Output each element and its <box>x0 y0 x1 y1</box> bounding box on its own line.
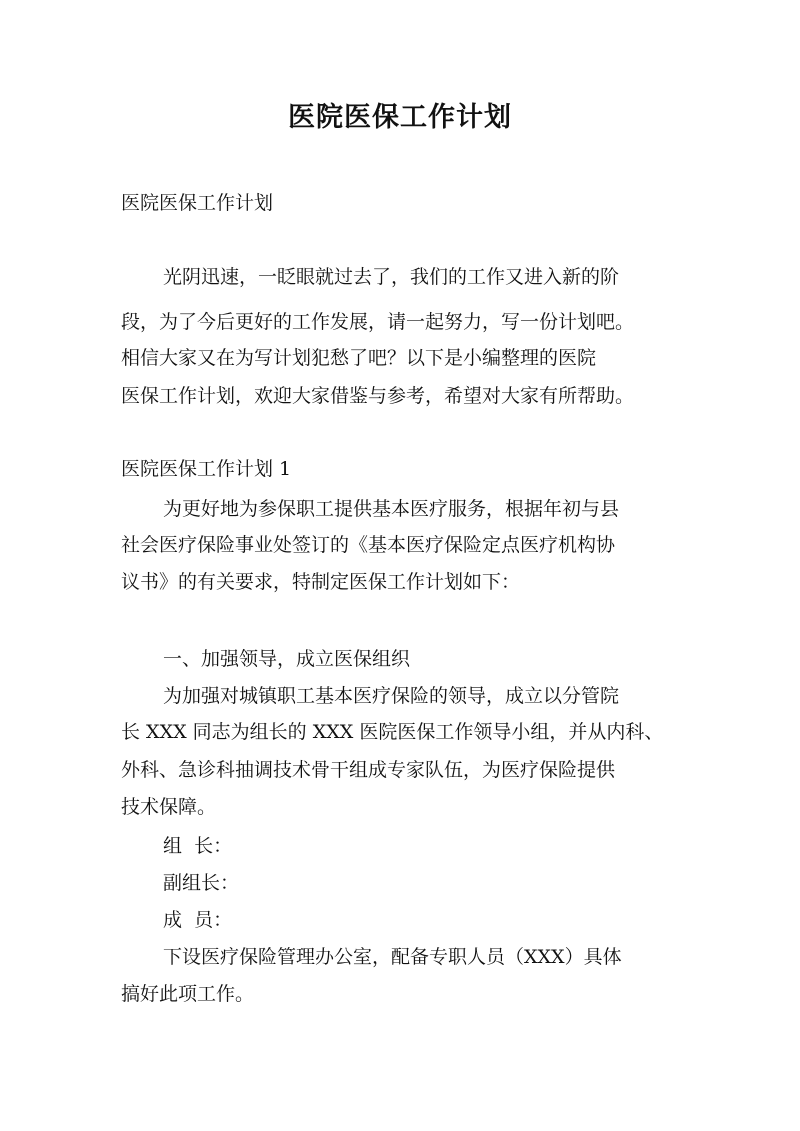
section-heading: 医院医保工作计划 1 <box>121 458 292 480</box>
item1-para-line-4: 技术保障。 <box>121 796 217 818</box>
item1-heading: 一、加强领导，成立医保组织 <box>163 648 411 670</box>
role-deputy-leader: 副组长： <box>163 872 240 894</box>
intro-line-2: 段，为了今后更好的工作发展，请一起努力，写一份计划吧。 <box>121 311 635 333</box>
role-leader: 组 长： <box>163 835 233 857</box>
intro-line-3: 相信大家又在为写计划犯愁了吧？以下是小编整理的医院 <box>121 347 597 369</box>
item1-para-line-3: 外科、急诊科抽调技术骨干组成专家队伍，为医疗保险提供 <box>121 759 616 781</box>
office-para-line-2: 搞好此项工作。 <box>121 983 255 1005</box>
item1-para-line-2: 长 XXX 同志为组长的 XXX 医院医保工作领导小组，并从内科、 <box>121 721 664 743</box>
section-para-line-2: 社会医疗保险事业处签订的《基本医疗保险定点医疗机构协 <box>121 534 616 556</box>
section-para-line-1: 为更好地为参保职工提供基本医疗服务，根据年初与县 <box>163 498 620 520</box>
document-title: 医院医保工作计划 <box>288 102 512 133</box>
document-subtitle: 医院医保工作计划 <box>121 192 274 214</box>
intro-line-1: 光阴迅速，一眨眼就过去了，我们的工作又进入新的阶 <box>163 266 620 288</box>
role-members: 成 员： <box>163 909 233 931</box>
section-para-line-3: 议书》的有关要求，特制定医保工作计划如下： <box>121 571 521 593</box>
intro-line-4: 医保工作计划，欢迎大家借鉴与参考，希望对大家有所帮助。 <box>121 385 635 407</box>
office-para-line-1: 下设医疗保险管理办公室，配备专职人员（XXX）具体 <box>163 946 622 968</box>
item1-para-line-1: 为加强对城镇职工基本医疗保险的领导，成立以分管院 <box>163 685 620 707</box>
